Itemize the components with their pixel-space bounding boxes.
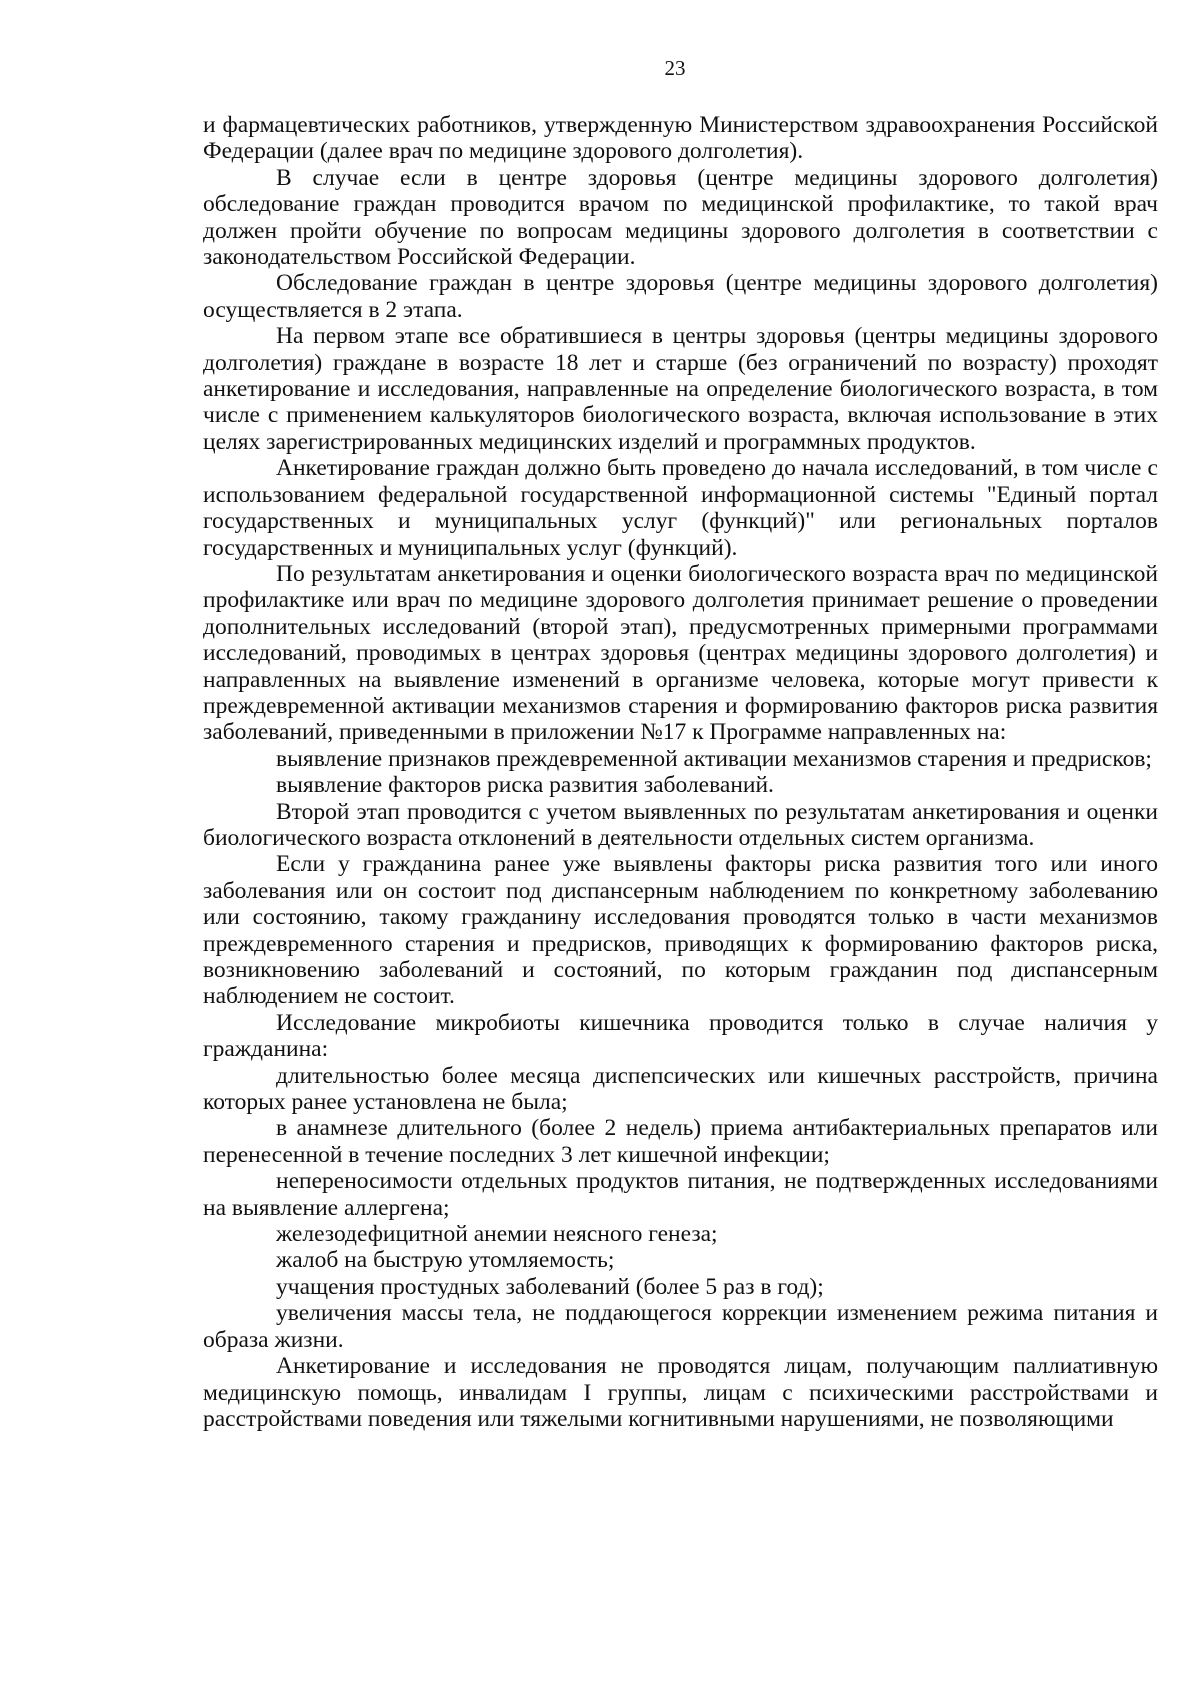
paragraph: Второй этап проводится с учетом выявленных по результатам анкетирования и оценки биологического возраста отклонений в деятельности отдельных систем организма. xyxy=(203,798,1158,851)
paragraph: Анкетирование и исследования не проводятся лицам, получающим паллиативную медицинскую помощь, инвалидам I группы, лицам с психическими расстройствами и расстройствами поведения или тяжелыми когнитивными нарушениями, не позволяющими xyxy=(203,1353,1158,1432)
list-item: выявление признаков преждевременной активации механизмов старения и предрисков; xyxy=(276,745,1152,772)
list-item: непереносимости отдельных продуктов питания, не подтвержденных исследованиями на выявление аллергена; xyxy=(203,1168,1158,1221)
list-item: жалоб на быструю утомляемость; xyxy=(276,1247,615,1274)
list-item: увеличения массы тела, не поддающегося коррекции изменением режима питания и образа жизни. xyxy=(203,1300,1158,1353)
list-item: железодефицитной анемии неясного генеза; xyxy=(276,1221,718,1248)
list-item: длительностью более месяца диспепсических или кишечных расстройств, причина которых ранее установлена не была; xyxy=(203,1062,1158,1116)
page-number: 23 xyxy=(664,56,686,80)
paragraph: Если у гражданина ранее уже выявлены факторы риска развития того или иного заболевания или он состоит под диспансерным наблюдением по конкретному заболеванию или состоянию, такому гражданину исследования проводятся только в части механизмов преждевременного старения и предрисков, приводящих к формированию факторов риска, возникновению заболеваний и состояний, по которым гражданин под диспансерным наблюдением не состоит. xyxy=(203,851,1158,1010)
list-item: в анамнезе длительного (более 2 недель) приема антибактериальных препаратов или перенесенной в течение последних 3 лет кишечной инфекции; xyxy=(203,1115,1158,1168)
list-item: учащения простудных заболеваний (более 5 раз в год); xyxy=(276,1273,824,1300)
paragraph: Обследование граждан в центре здоровья (центре медицины здорового долголетия) осуществляется в 2 этапа. xyxy=(203,270,1158,323)
document-body xyxy=(203,112,1158,1432)
paragraph: На первом этапе все обратившиеся в центры здоровья (центры медицины здорового долголетия) граждане в возрасте 18 лет и старше (без ограничений по возрасту) проходят анкетирование и исследования, направленные на определение биологического возраста, в том числе с применением калькуляторов биологического возраста, включая использование в этих целях зарегистрированных медицинских изделий и программных продуктов. xyxy=(203,323,1158,455)
paragraph: В случае если в центре здоровья (центре медицины здорового долголетия) обследование граждан проводится врачом по медицинской профилактике, то такой врач должен пройти обучение по вопросам медицины здорового долголетия в соответствии с законодательством Российской Федерации. xyxy=(203,164,1158,271)
list-item: выявление факторов риска развития заболеваний. xyxy=(276,772,774,799)
paragraph: Исследование микробиоты кишечника проводится только в случае наличия у гражданина: xyxy=(203,1009,1158,1063)
paragraph: и фармацевтических работников, утвержденную Министерством здравоохранения Российской Федерации (далее врач по медицине здорового долголетия). xyxy=(203,112,1158,165)
paragraph: По результатам анкетирования и оценки биологического возраста врач по медицинской профилактике или врач по медицине здорового долголетия принимает решение о проведении дополнительных исследований (второй этап), предусмотренных примерными программами исследований, проводимых в центрах здоровья (центрах медицины здорового долголетия) и направленных на выявление изменений в организме человека, которые могут привести к преждевременной активации механизмов старения и формированию факторов риска развития заболеваний, приведенными в приложении №17 к Программе направленных на: xyxy=(203,560,1158,746)
paragraph: Анкетирование граждан должно быть проведено до начала исследований, в том числе с использованием федеральной государственной информационной системы "Единый портал государственных и муниципальных услуг (функций)" или региональных порталов государственных и муниципальных услуг (функций). xyxy=(203,455,1158,561)
